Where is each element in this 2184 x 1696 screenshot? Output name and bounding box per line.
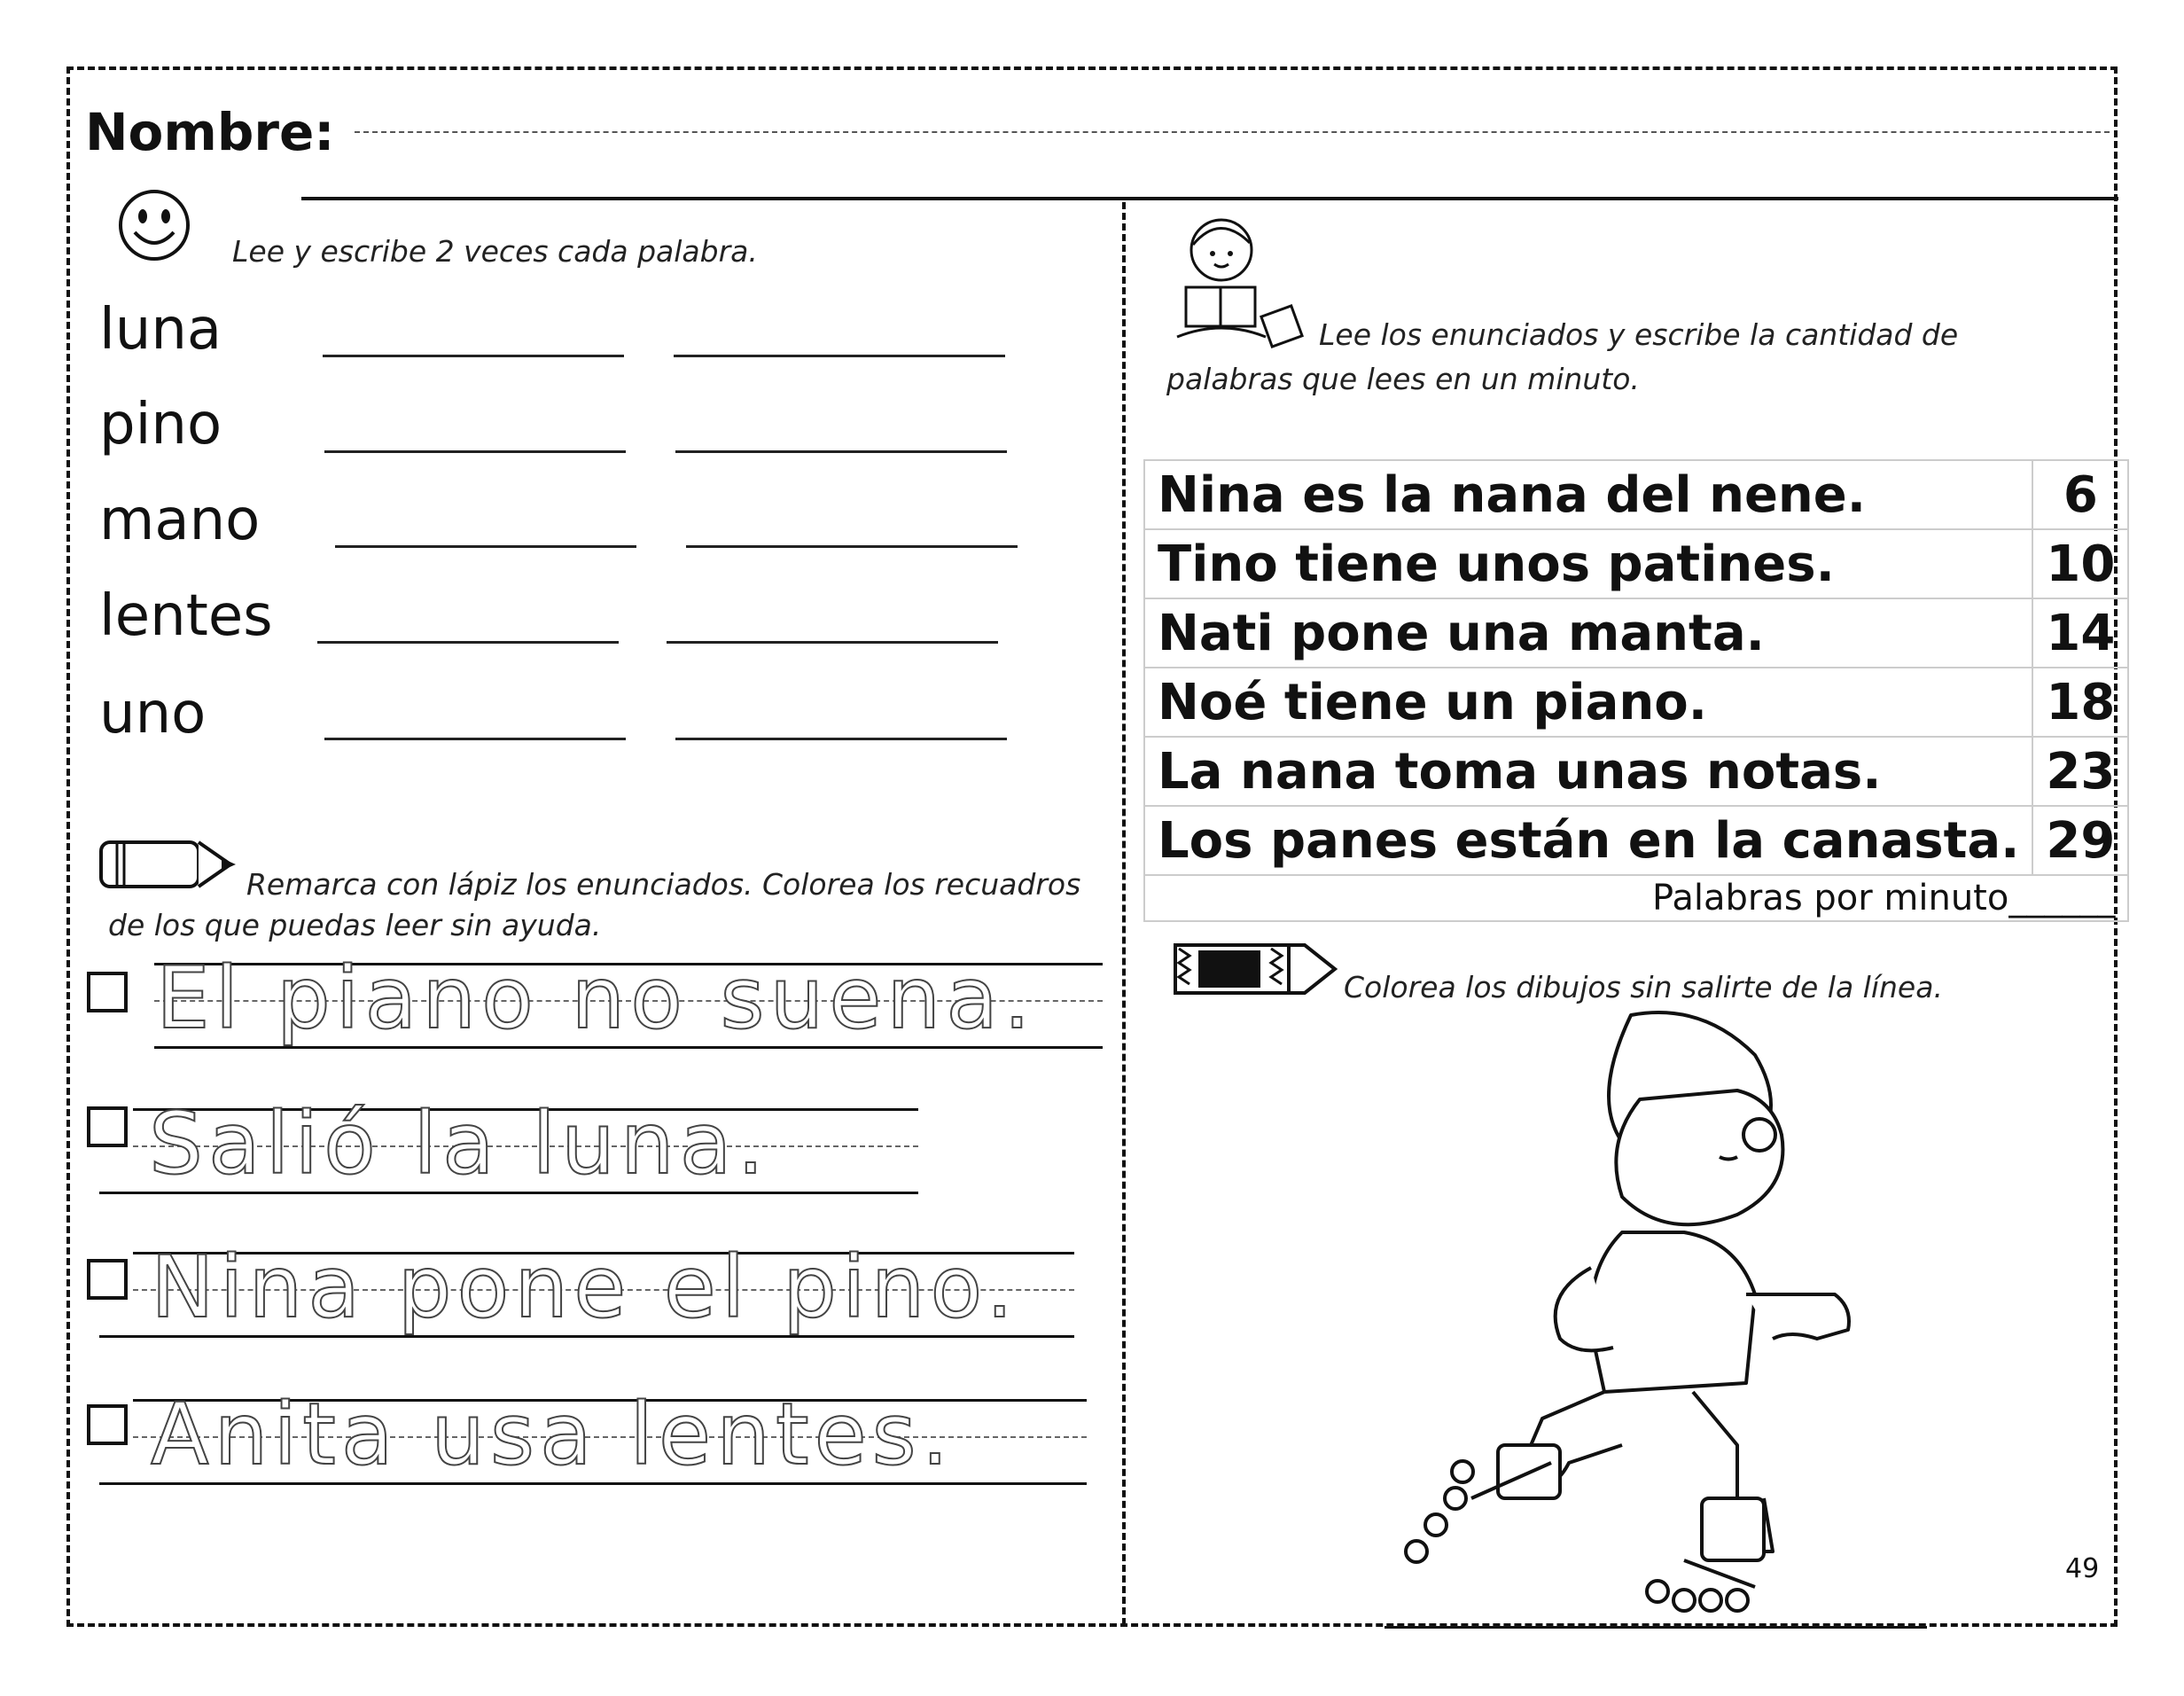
word-count: 23 [2032,737,2128,806]
words-per-minute-field[interactable]: Palabras por minuto______ [1144,875,2128,921]
page-number: 49 [2065,1553,2100,1584]
sentence-text: Noé tiene un piano. [1144,668,2032,737]
write-line[interactable] [667,641,998,644]
instruction-read-write: Lee y escribe 2 veces cada palabra. [232,234,758,269]
sentence-text: Los panes están en la canasta. [1144,806,2032,875]
write-line[interactable] [675,738,1007,740]
trace-sentence[interactable]: El piano no suena. [156,949,1036,1048]
word-count: 18 [2032,668,2128,737]
reading-child-icon [1166,213,1326,351]
checkbox[interactable] [87,972,128,1012]
crayon-icon [1172,938,1340,1000]
name-guide-line [355,131,2110,133]
word-lentes: lentes [99,583,273,649]
skater-coloring-image[interactable] [1400,1002,1897,1622]
word-count: 10 [2032,529,2128,598]
sentence-table [1143,459,2129,922]
checkbox[interactable] [87,1404,128,1445]
sentence-text: Nati pone una manta. [1144,598,2032,668]
instruction-color: Colorea los dibujos sin salirte de la línea. [1344,970,1943,1004]
write-line[interactable] [317,641,619,644]
sentence-text: Nina es la nana del nene. [1144,460,2032,529]
table-row [1144,737,2128,806]
trace-sentence[interactable]: Salió la luna. [149,1094,770,1193]
word-count: 14 [2032,598,2128,668]
write-line[interactable] [674,355,1005,357]
name-write-line[interactable] [301,197,2118,200]
write-line[interactable] [686,545,1018,548]
table-row [1144,460,2128,529]
sentence-text: La nana toma unas notas. [1144,737,2032,806]
table-row [1144,806,2128,875]
write-line[interactable] [323,355,624,357]
word-mano: mano [99,488,261,553]
table-row [1144,529,2128,598]
word-uno: uno [99,681,207,746]
instruction-read-line1: Lee los enunciados y escribe la cantidad de [1319,317,1959,352]
word-luna: luna [99,297,222,363]
instruction-trace-line2: de los que puedas leer sin ayuda. [108,908,602,942]
table-row [1144,598,2128,668]
column-divider [1122,202,1126,1625]
instruction-trace-line1: Remarca con lápiz los enunciados. Colorea los recuadros [246,867,1081,902]
write-line[interactable] [675,450,1007,453]
word-count: 29 [2032,806,2128,875]
sentence-text: Tino tiene unos patines. [1144,529,2032,598]
nombre-label: Nombre: [85,102,335,162]
smiley-icon [113,184,195,266]
ground-line [1384,1626,1927,1629]
table-row [1144,668,2128,737]
write-line[interactable] [324,450,626,453]
trace-sentence[interactable]: Nina pone el pino. [151,1238,1019,1337]
checkbox[interactable] [87,1259,128,1300]
instruction-read-line2: palabras que lees en un minuto. [1166,362,1640,396]
word-pino: pino [99,392,222,457]
pencil-icon [98,837,241,892]
write-line[interactable] [324,738,626,740]
checkbox[interactable] [87,1106,128,1147]
trace-sentence[interactable]: Anita usa lentes. [151,1385,955,1484]
word-count: 6 [2032,460,2128,529]
write-line[interactable] [335,545,636,548]
table-footer-row [1144,875,2128,921]
